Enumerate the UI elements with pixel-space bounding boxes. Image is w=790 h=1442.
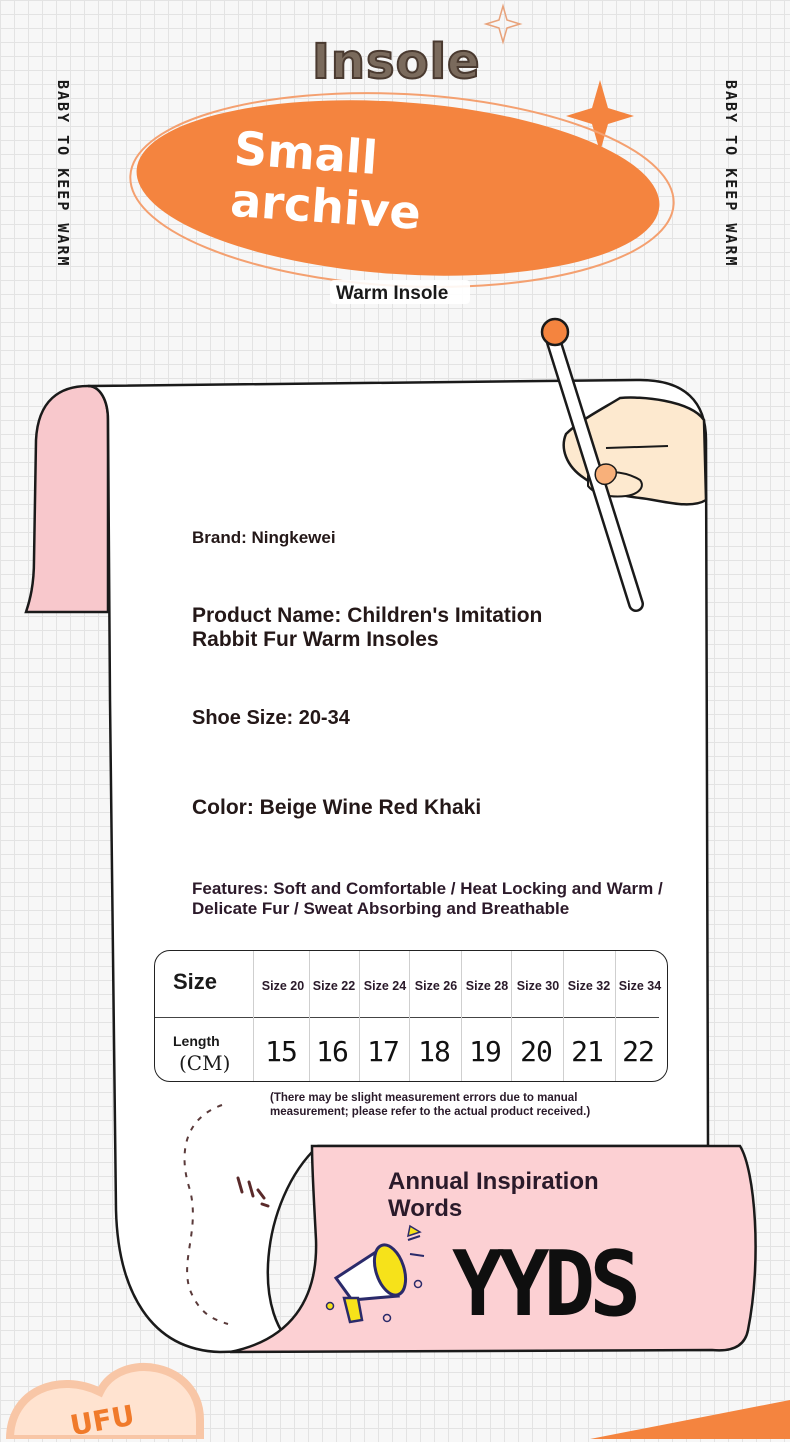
inspiration-title: Annual Inspiration Words [388,1168,599,1222]
size-row-label: Size [173,969,218,994]
length-cell: 18 [418,1035,450,1068]
table-divider [155,1017,659,1018]
brand-logo-text: UFU [67,1398,137,1442]
length-cell: 21 [571,1035,603,1068]
badge-text: Small archive [228,121,423,241]
size-cell: Size 24 [363,979,407,993]
size-cell: Size 22 [312,979,356,993]
length-cell: 20 [520,1035,552,1068]
side-text-right: BABY TO KEEP WARM [722,80,740,268]
corner-accent [590,1400,790,1439]
shoe-size-text: Shoe Size: 20-34 [192,707,350,729]
size-cell: Size 26 [414,979,458,993]
length-cell: 22 [622,1035,654,1068]
measurement-note: (There may be slight measurement errors due to manual measurement; please refer to the actual product received.) [270,1092,591,1118]
color-text: Color: Beige Wine Red Khaki [192,796,482,819]
unit-label: (CM) [179,1051,231,1075]
table-column-line [253,951,254,1081]
features-text: Features: Soft and Comfortable / Heat Locking and Warm / Delicate Fur / Sweat Absorbing and Breathable [192,879,663,918]
size-cell: Size 28 [465,979,509,993]
size-table [154,950,668,1082]
size-cell: Size 34 [618,979,662,993]
brand-text: Brand: Ningkewei [192,528,336,547]
page-subtitle: Warm Insole [336,283,449,304]
length-cell: 17 [367,1035,399,1068]
side-text-left: BABY TO KEEP WARM [54,80,72,268]
length-cell: 16 [316,1035,348,1068]
size-cell: Size 30 [516,979,560,993]
product-name-text: Product Name: Children's Imitation Rabbit Fur Warm Insoles [192,604,543,651]
length-row-label: Length [173,1033,220,1049]
size-cell: Size 32 [567,979,611,993]
sparkle-small-icon [486,6,520,42]
length-cell: 19 [469,1035,501,1068]
length-cell: 15 [265,1035,297,1068]
size-cell: Size 20 [261,979,305,993]
page-title: Insole [312,34,481,90]
inspiration-word: YYDS [452,1232,636,1337]
